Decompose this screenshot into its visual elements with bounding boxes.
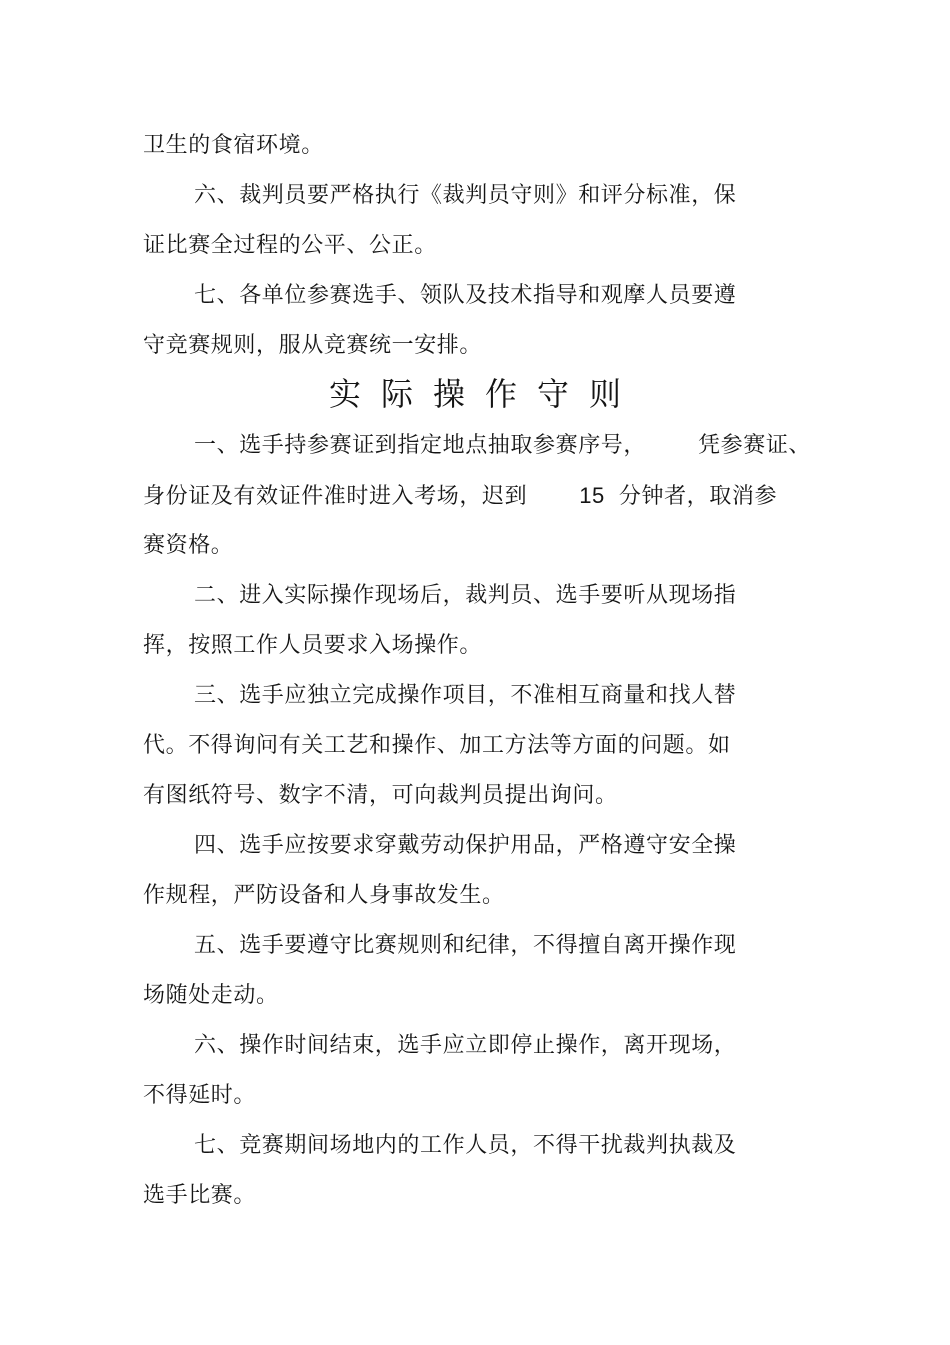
paragraph-line: 四、选手应按要求穿戴劳动保护用品，严格遵守安全操 <box>194 833 737 858</box>
paragraph-line: 选手比赛。 <box>143 1183 257 1208</box>
line-segment: 分钟者，取消参 <box>618 484 778 509</box>
paragraph-line: 五、选手要遵守比赛规则和纪律，不得擅自离开操作现 <box>194 933 737 958</box>
paragraph-line: 三、选手应独立完成操作项目，不准相互商量和找人替 <box>194 683 737 708</box>
paragraph-line: 挥，按照工作人员要求入场操作。 <box>143 633 483 658</box>
paragraph-line: 作规程，严防设备和人身事故发生。 <box>143 883 505 908</box>
paragraph-line <box>194 431 811 461</box>
paragraph-line: 六、裁判员要严格执行《裁判员守则》和评分标准，保 <box>194 183 737 208</box>
paragraph-line: 守竞赛规则，服从竞赛统一安排。 <box>143 333 483 358</box>
paragraph-line: 代。不得询问有关工艺和操作、加工方法等方面的问题。如 <box>143 733 731 758</box>
minutes-number: 15 <box>579 483 605 508</box>
section-title: 实际操作守则 <box>328 375 641 413</box>
paragraph-line: 不得延时。 <box>143 1083 257 1108</box>
line-segment: 凭参赛证、 <box>698 433 812 458</box>
paragraph-line: 七、竞赛期间场地内的工作人员，不得干扰裁判执裁及 <box>194 1133 737 1158</box>
paragraph-line: 有图纸符号、数字不清，可向裁判员提出询问。 <box>143 783 618 808</box>
paragraph-line: 场随处走动。 <box>143 983 279 1008</box>
paragraph-line: 卫生的食宿环境。 <box>143 133 324 158</box>
paragraph-line: 七、各单位参赛选手、领队及技术指导和观摩人员要遵 <box>194 283 737 308</box>
line-segment: 一、选手持参赛证到指定地点抽取参赛序号， <box>194 433 647 458</box>
paragraph-line: 证比赛全过程的公平、公正。 <box>143 233 437 258</box>
paragraph-line: 二、进入实际操作现场后，裁判员、选手要听从现场指 <box>194 583 737 608</box>
paragraph-line <box>143 481 777 512</box>
paragraph-line: 六、操作时间结束，选手应立即停止操作，离开现场， <box>194 1033 737 1058</box>
line-segment: 身份证及有效证件准时进入考场，迟到 <box>143 484 528 509</box>
paragraph-line: 赛资格。 <box>143 533 234 558</box>
